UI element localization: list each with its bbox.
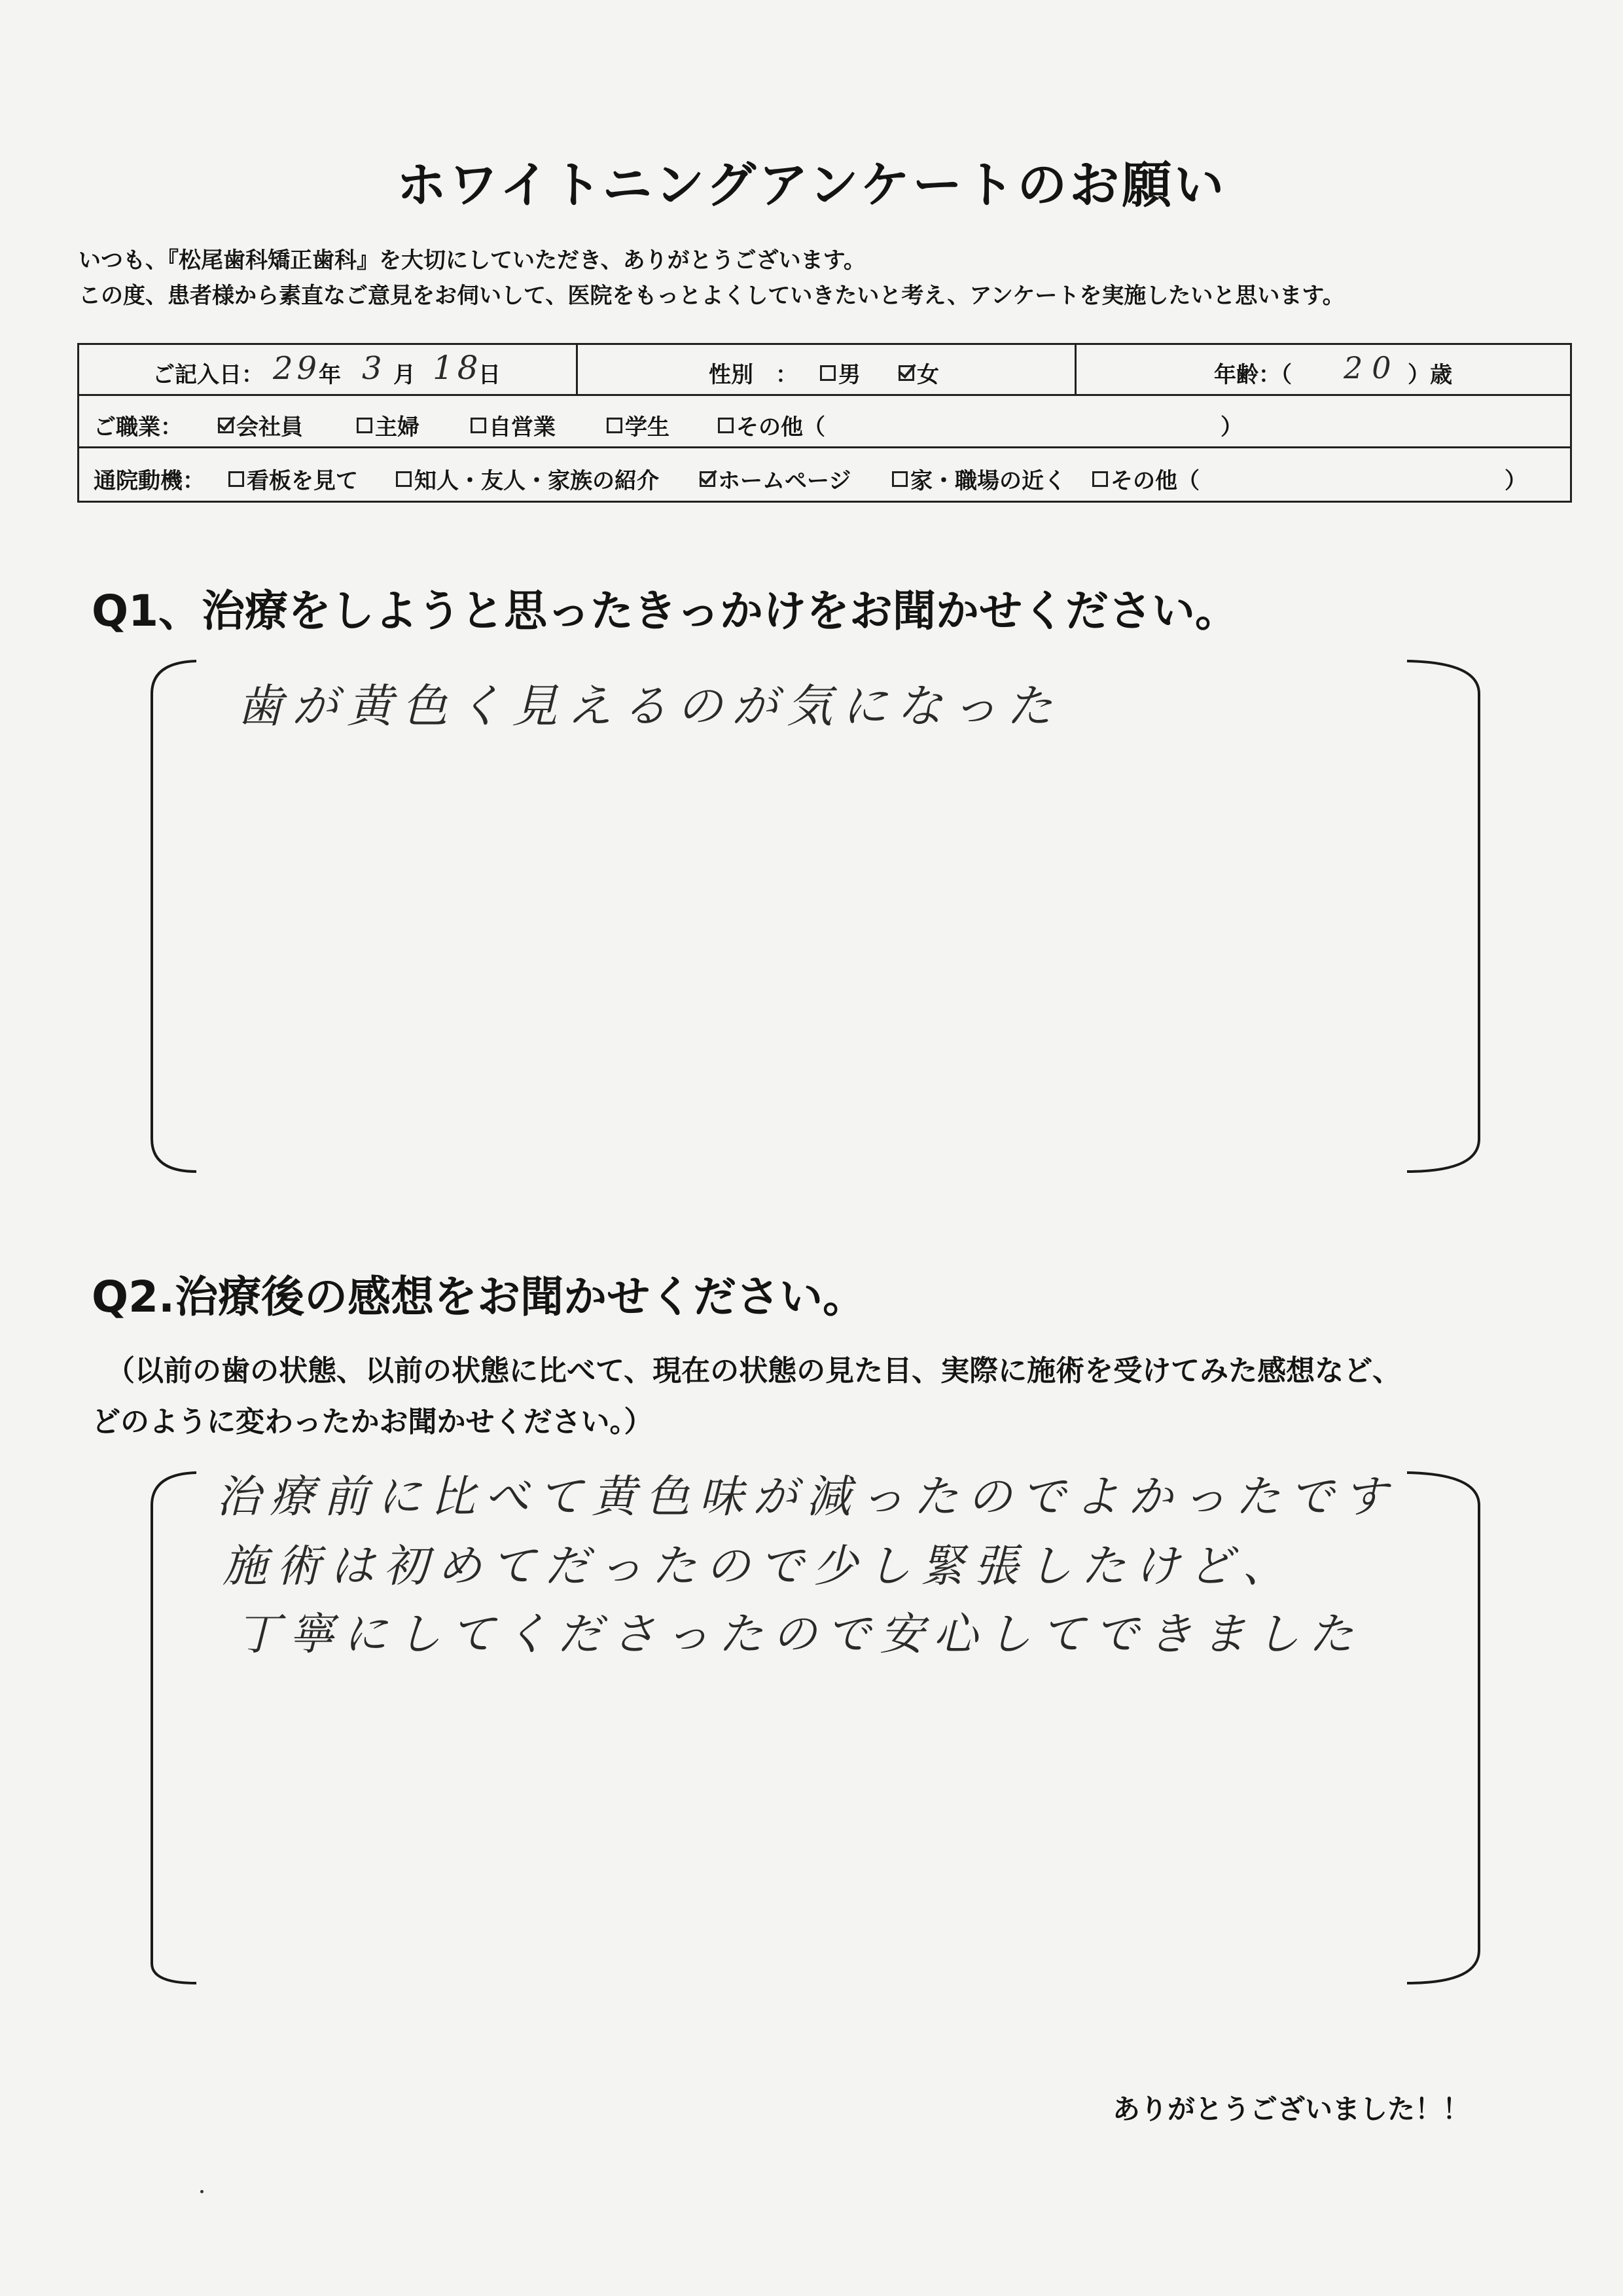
- occupation-housewife-checkbox[interactable]: [357, 418, 372, 433]
- occupation-housewife-label: 主婦: [375, 414, 419, 440]
- closing-thanks: ありがとうございました！！: [1113, 2093, 1471, 2125]
- occupation-option-self-employed[interactable]: [471, 409, 556, 441]
- motive-option-other[interactable]: [1092, 463, 1200, 495]
- scan-speck: [200, 2190, 204, 2193]
- occupation-self-employed-label: 自営業: [489, 414, 556, 440]
- date-year-value[interactable]: 29: [273, 350, 321, 387]
- occupation-option-other[interactable]: [718, 409, 825, 441]
- date-cell: [79, 345, 578, 394]
- occupation-student-checkbox[interactable]: [607, 418, 622, 433]
- q2-answer-line-2[interactable]: 施術は初めてだったので少し緊張したけど、: [223, 1541, 1296, 1592]
- q2-left-bracket: [152, 1473, 196, 1983]
- q2-right-bracket: [1407, 1473, 1479, 1983]
- age-cell: [1077, 345, 1570, 394]
- gender-female-label: 女: [917, 362, 939, 388]
- date-day-unit: 日: [478, 362, 501, 388]
- gender-male-label: 男: [838, 362, 861, 388]
- motive-referral-checkbox[interactable]: [396, 471, 412, 487]
- date-day-value[interactable]: 18: [433, 349, 482, 387]
- motive-option-homepage[interactable]: [700, 463, 851, 495]
- q2-instructions-line-2: どのように変わったかお聞かせください。）: [92, 1405, 653, 1439]
- motive-homepage-checkbox[interactable]: [700, 471, 715, 487]
- occupation-employee-checkbox[interactable]: [218, 418, 234, 433]
- age-label: 年齢：（: [1214, 362, 1292, 388]
- date-month-unit: 月: [393, 362, 416, 388]
- motive-nearby-label: 家・職場の近く: [910, 468, 1066, 494]
- gender-option-female[interactable]: [899, 357, 939, 389]
- intro-line-1: いつも、『松尾歯科矯正歯科』を大切にしていただき、ありがとうございます。: [79, 247, 866, 274]
- motive-other-close: ）: [1505, 468, 1527, 494]
- motive-option-nearby[interactable]: [892, 463, 1066, 495]
- q1-right-bracket: [1407, 661, 1479, 1172]
- q2-instructions-line-1: （以前の歯の状態、以前の状態に比べて、現在の状態の見た目、実際に施術を受けてみた感想など、: [106, 1354, 1402, 1388]
- form-row-motive: [79, 448, 1570, 503]
- motive-label: 通院動機：: [94, 468, 205, 494]
- motive-nearby-checkbox[interactable]: [892, 471, 908, 487]
- intro-line-2: この度、患者様から素直なご意見をお伺いして、医院をもっとよくしていきたいと考え、アンケートを実施したいと思います。: [79, 283, 1345, 309]
- motive-option-referral[interactable]: [396, 463, 659, 495]
- motive-option-signboard[interactable]: [228, 463, 358, 495]
- age-value[interactable]: 20: [1344, 350, 1400, 386]
- occupation-student-label: 学生: [625, 414, 669, 440]
- gender-female-checkbox[interactable]: [899, 365, 914, 381]
- q2-answer-line-3[interactable]: 丁寧にしてくださったので安心してできました: [236, 1609, 1363, 1660]
- page-title: ホワイトニングアンケートのお願い: [396, 156, 1227, 214]
- q1-left-bracket: [152, 661, 196, 1172]
- gender-male-checkbox[interactable]: [820, 365, 836, 381]
- q2-answer-line-1[interactable]: 治療前に比べて黄色味が減ったのでよかったです: [216, 1471, 1397, 1523]
- motive-homepage-label: ホームページ: [718, 468, 851, 494]
- info-form-table: [77, 343, 1572, 503]
- motive-referral-label: 知人・友人・家族の紹介: [414, 468, 659, 494]
- occupation-option-employee[interactable]: [218, 409, 303, 441]
- q2-question: Q2.治療後の感想をお聞かせください。: [92, 1272, 866, 1322]
- form-row-occupation: [79, 396, 1570, 448]
- occupation-label: ご職業：: [94, 414, 183, 440]
- occupation-option-student[interactable]: [607, 409, 669, 441]
- form-row-basic: [79, 345, 1570, 396]
- q1-answer-brackets: [144, 655, 1488, 1178]
- age-suffix: ）歳: [1408, 362, 1452, 388]
- occupation-other-checkbox[interactable]: [718, 418, 734, 433]
- date-label: ご記入日：: [152, 362, 264, 388]
- occupation-other-label: その他（: [736, 414, 825, 440]
- motive-signboard-checkbox[interactable]: [228, 471, 244, 487]
- motive-other-label: その他（: [1111, 468, 1200, 494]
- motive-signboard-label: 看板を見て: [247, 468, 358, 494]
- gender-option-male[interactable]: [820, 357, 861, 389]
- occupation-other-close: ）: [1221, 414, 1243, 440]
- occupation-employee-label: 会社員: [236, 414, 303, 440]
- q1-answer-text[interactable]: 歯が黄色く見えるのが気になった: [237, 679, 1061, 733]
- q1-question: Q1、治療をしようと思ったきっかけをお聞かせください。: [92, 586, 1239, 636]
- occupation-self-employed-checkbox[interactable]: [471, 418, 486, 433]
- date-year-unit: 年: [319, 362, 341, 388]
- gender-label: 性別 ：: [709, 362, 798, 388]
- occupation-option-housewife[interactable]: [357, 409, 419, 441]
- date-month-value[interactable]: 3: [362, 350, 386, 387]
- motive-other-checkbox[interactable]: [1092, 471, 1108, 487]
- gender-cell: [578, 345, 1077, 394]
